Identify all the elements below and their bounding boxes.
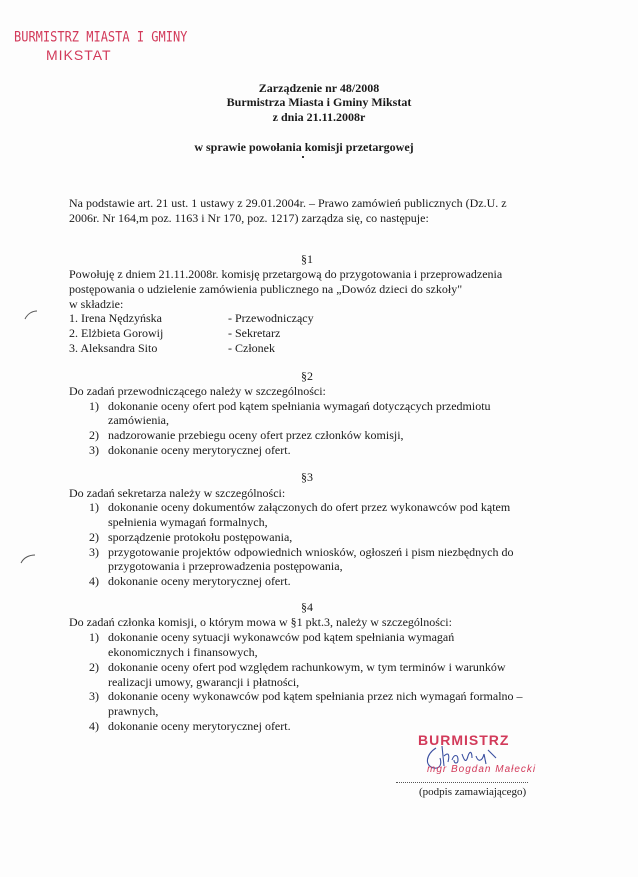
signatory-name: mgr Bogdan Małecki [427,764,537,775]
item-number: 4) [89,574,99,588]
member-name: 1. Irena Nędzyńska [69,311,162,325]
section-heading: §2 [301,369,313,383]
item-text: realizacji umowy, gwarancji i płatności, [108,675,300,689]
item-text: dokonanie oceny ofert pod kątem spełniania wymagań dotyczących przedmiotu [108,399,491,413]
item-text: spełnienia wymagań formalnych, [108,515,268,529]
item-number: 3) [89,443,99,457]
signature-line [396,782,528,783]
paragraph-line: Powołuję z dniem 21.11.2008r. komisję przetargową do przygotowania i przeprowadzenia [69,267,503,281]
member-role: - Przewodniczący [228,311,314,325]
item-text: przygotowania i przeprowadzenia postępowania, [108,559,343,573]
section-heading: §1 [301,252,313,266]
item-number: 1) [89,630,99,644]
item-text: prawnych, [108,704,159,718]
section-intro: Do zadań sekretarza należy w szczególności: [69,486,286,500]
member-name: 2. Elżbieta Gorowij [69,326,164,340]
paragraph-line: postępowania o udzielenie zamówienia publicznego na „Dowóz dzieci do szkoły" [69,282,463,296]
item-text: sporządzenie protokołu postępowania, [108,530,293,544]
item-number: 2) [89,530,99,544]
item-text: dokonanie oceny dokumentów załączonych do ofert przez wykonawców pod kątem [108,500,511,514]
section-intro: Do zadań członka komisji, o którym mowa w §1 pkt.3, należy w szczególności: [69,615,452,629]
item-text: zamówienia, [108,413,169,427]
section-heading: §4 [301,600,313,614]
intro-line: Na podstawie art. 21 ust. 1 ustawy z 29.01.2004r. – Prawo zamówień publicznych (Dz.U. z [69,196,507,210]
item-text: przygotowanie projektów odpowiednich wniosków, ogłoszeń i pism niezbędnych do [108,545,514,559]
intro-line: 2006r. Nr 164,m poz. 1163 i Nr 170, poz. 1217) zarządza się, co następuje: [69,211,429,225]
document-number: Zarządzenie nr 48/2008 [258,81,380,95]
stamp-town-line: MIKSTAT [46,47,112,63]
signature-stamp: BURMISTRZ [418,732,510,748]
item-text: dokonanie oceny merytorycznej ofert. [108,443,291,457]
item-number: 3) [89,545,99,559]
item-number: 1) [89,399,99,413]
item-text: dokonanie oceny sytuacji wykonawców pod kątem spełniania wymagań [108,630,455,644]
item-text: dokonanie oceny ofert pod względem rachunkowym, w tym terminów i warunków [108,660,506,674]
paragraph-line: w składzie: [69,297,124,311]
item-number: 4) [89,719,99,733]
dot-mark [302,156,304,158]
member-name: 3. Aleksandra Sito [69,341,158,355]
margin-mark [24,309,38,321]
document-issuer: Burmistrza Miasta i Gminy Mikstat [226,95,412,109]
item-text: dokonanie oceny wykonawców pod kątem spełniania przez nich wymagań formalno – [108,689,523,703]
signature-caption: (podpis zamawiającego) [419,786,527,798]
item-text: ekonomicznych i finansowych, [108,645,258,659]
item-number: 3) [89,689,99,703]
item-number: 2) [89,660,99,674]
member-role: - Sekretarz [228,326,281,340]
section-intro: Do zadań przewodniczącego należy w szczególności: [69,384,326,398]
item-number: 1) [89,500,99,514]
stamp-office-line: BURMISTRZ MIASTA I GMINY [14,29,188,46]
item-text: nadzorowanie przebiegu oceny ofert przez członków komisji, [108,428,404,442]
item-text: dokonanie oceny merytorycznej ofert. [108,719,291,733]
margin-mark [20,553,36,565]
document-date: z dnia 21.11.2008r [272,110,366,124]
section-heading: §3 [301,470,313,484]
item-number: 2) [89,428,99,442]
item-text: dokonanie oceny merytorycznej ofert. [108,574,291,588]
document-subject: w sprawie powołania komisji przetargowej [194,140,414,154]
member-role: - Członek [228,341,275,355]
